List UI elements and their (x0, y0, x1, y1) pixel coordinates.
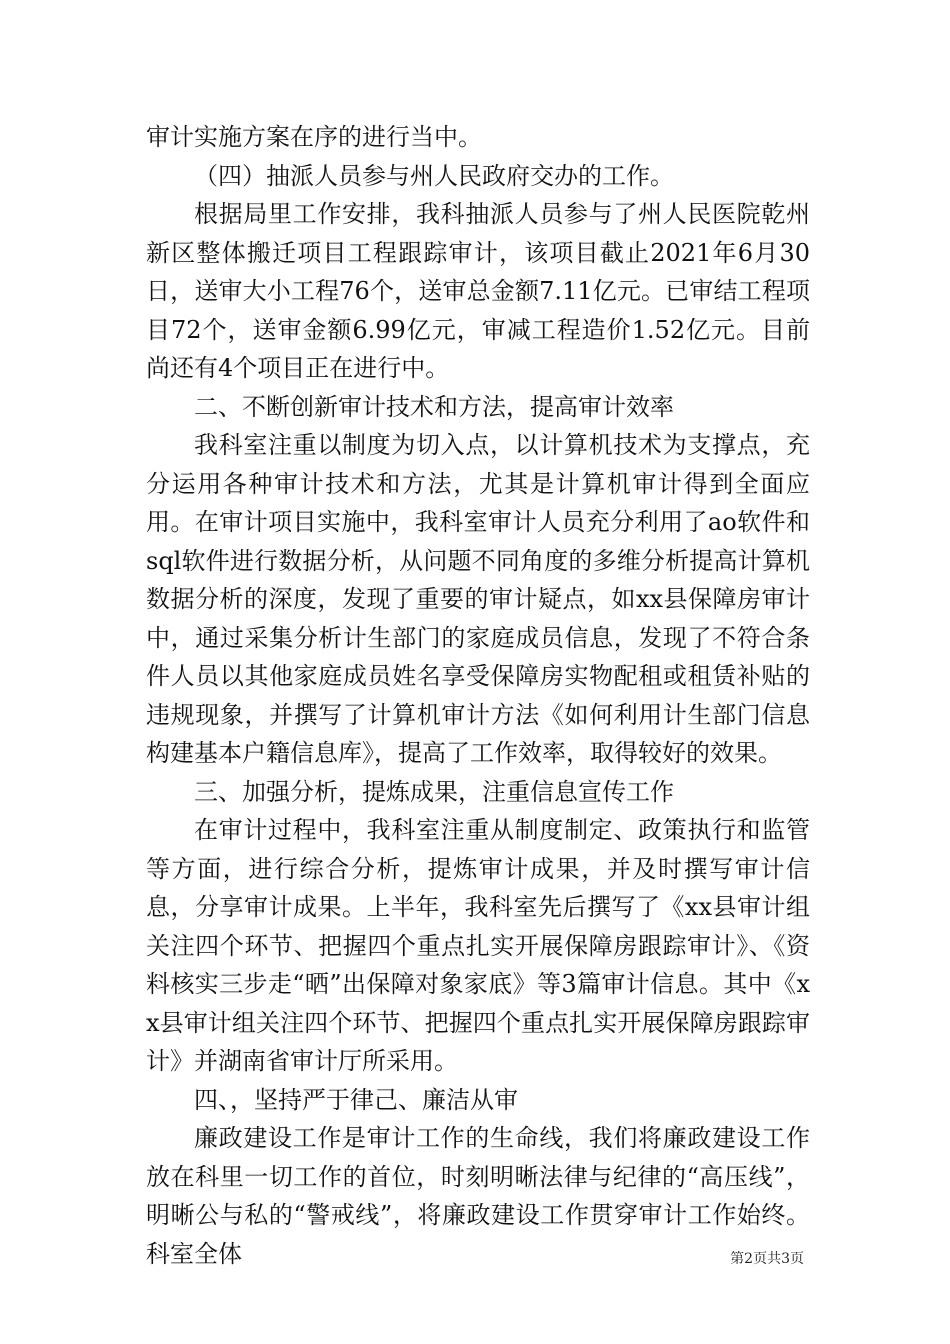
paragraph-1: 审计实施方案在序的进行当中。 (146, 123, 482, 151)
paragraph-7: 在审计过程中，我科室注重从制度制定、政策执行和监管等方面，进行综合分析，提炼审计成果，并及时撰写审计信息，分享审计成果。上半年，我科室先后撰写了《xx县审计组关注四个环节、把握四个重点扎实开展保障房跟踪审计》、《资料核实三步走“晒”出保障对象家底》等3篇审计信息。其中《xx县审计组关注四个环节、把握四个重点扎实开展保障房跟踪审计》并湖南省审计厅所采用。 (146, 816, 810, 1075)
section-heading-3: 三、加强分析，提炼成果，注重信息宣传工作 (194, 777, 674, 806)
paragraph-9: 廉政建设工作是审计工作的生命线，我们将廉政建设工作放在科里一切工作的首位，时刻明晰法律与纪律的“高压线”，明晰公与私的“警戒线”，将廉政建设工作贯穿审计工作始终。科室全体 (146, 1124, 810, 1268)
document-body (146, 118, 810, 1273)
section-heading-4: 四、，坚持严于律己、廉洁从审 (194, 1085, 518, 1114)
paragraph-3: 根据局里工作安排，我科抽派人员参与了州人民医院乾州新区整体搬迁项目工程跟踪审计，该项目截止2021年6月30日，送审大小工程76个，送审总金额7.11亿元。已审结工程项目72个，送审金额6.99亿元，审减工程造价1.52亿元。目前尚还有4个项目正在进行中。 (146, 200, 810, 382)
section-heading-2: 二、不断创新审计技术和方法，提高审计效率 (194, 392, 674, 421)
paragraph-2-heading: （四）抽派人员参与州人民政府交办的工作。 (194, 161, 674, 190)
page-number-footer: 第2页共3页 (730, 1251, 804, 1267)
paragraph-5: 我科室注重以制度为切入点，以计算机技术为支撑点，充分运用各种审计技术和方法，尤其是计算机审计得到全面应用。在审计项目实施中，我科室审计人员充分利用了ao软件和sql软件进行数据分析，从问题不同角度的多维分析提高计算机数据分析的深度，发现了重要的审计疑点，如xx县保障房审计中，通过采集分析计生部门的家庭成员信息，发现了不符合条件人员以其他家庭成员姓名享受保障房实物配租或租赁补贴的违规现象，并撰写了计算机审计方法《如何利用计生部门信息构建基本户籍信息库》，提高了工作效率，取得较好的效果。 (146, 431, 810, 767)
